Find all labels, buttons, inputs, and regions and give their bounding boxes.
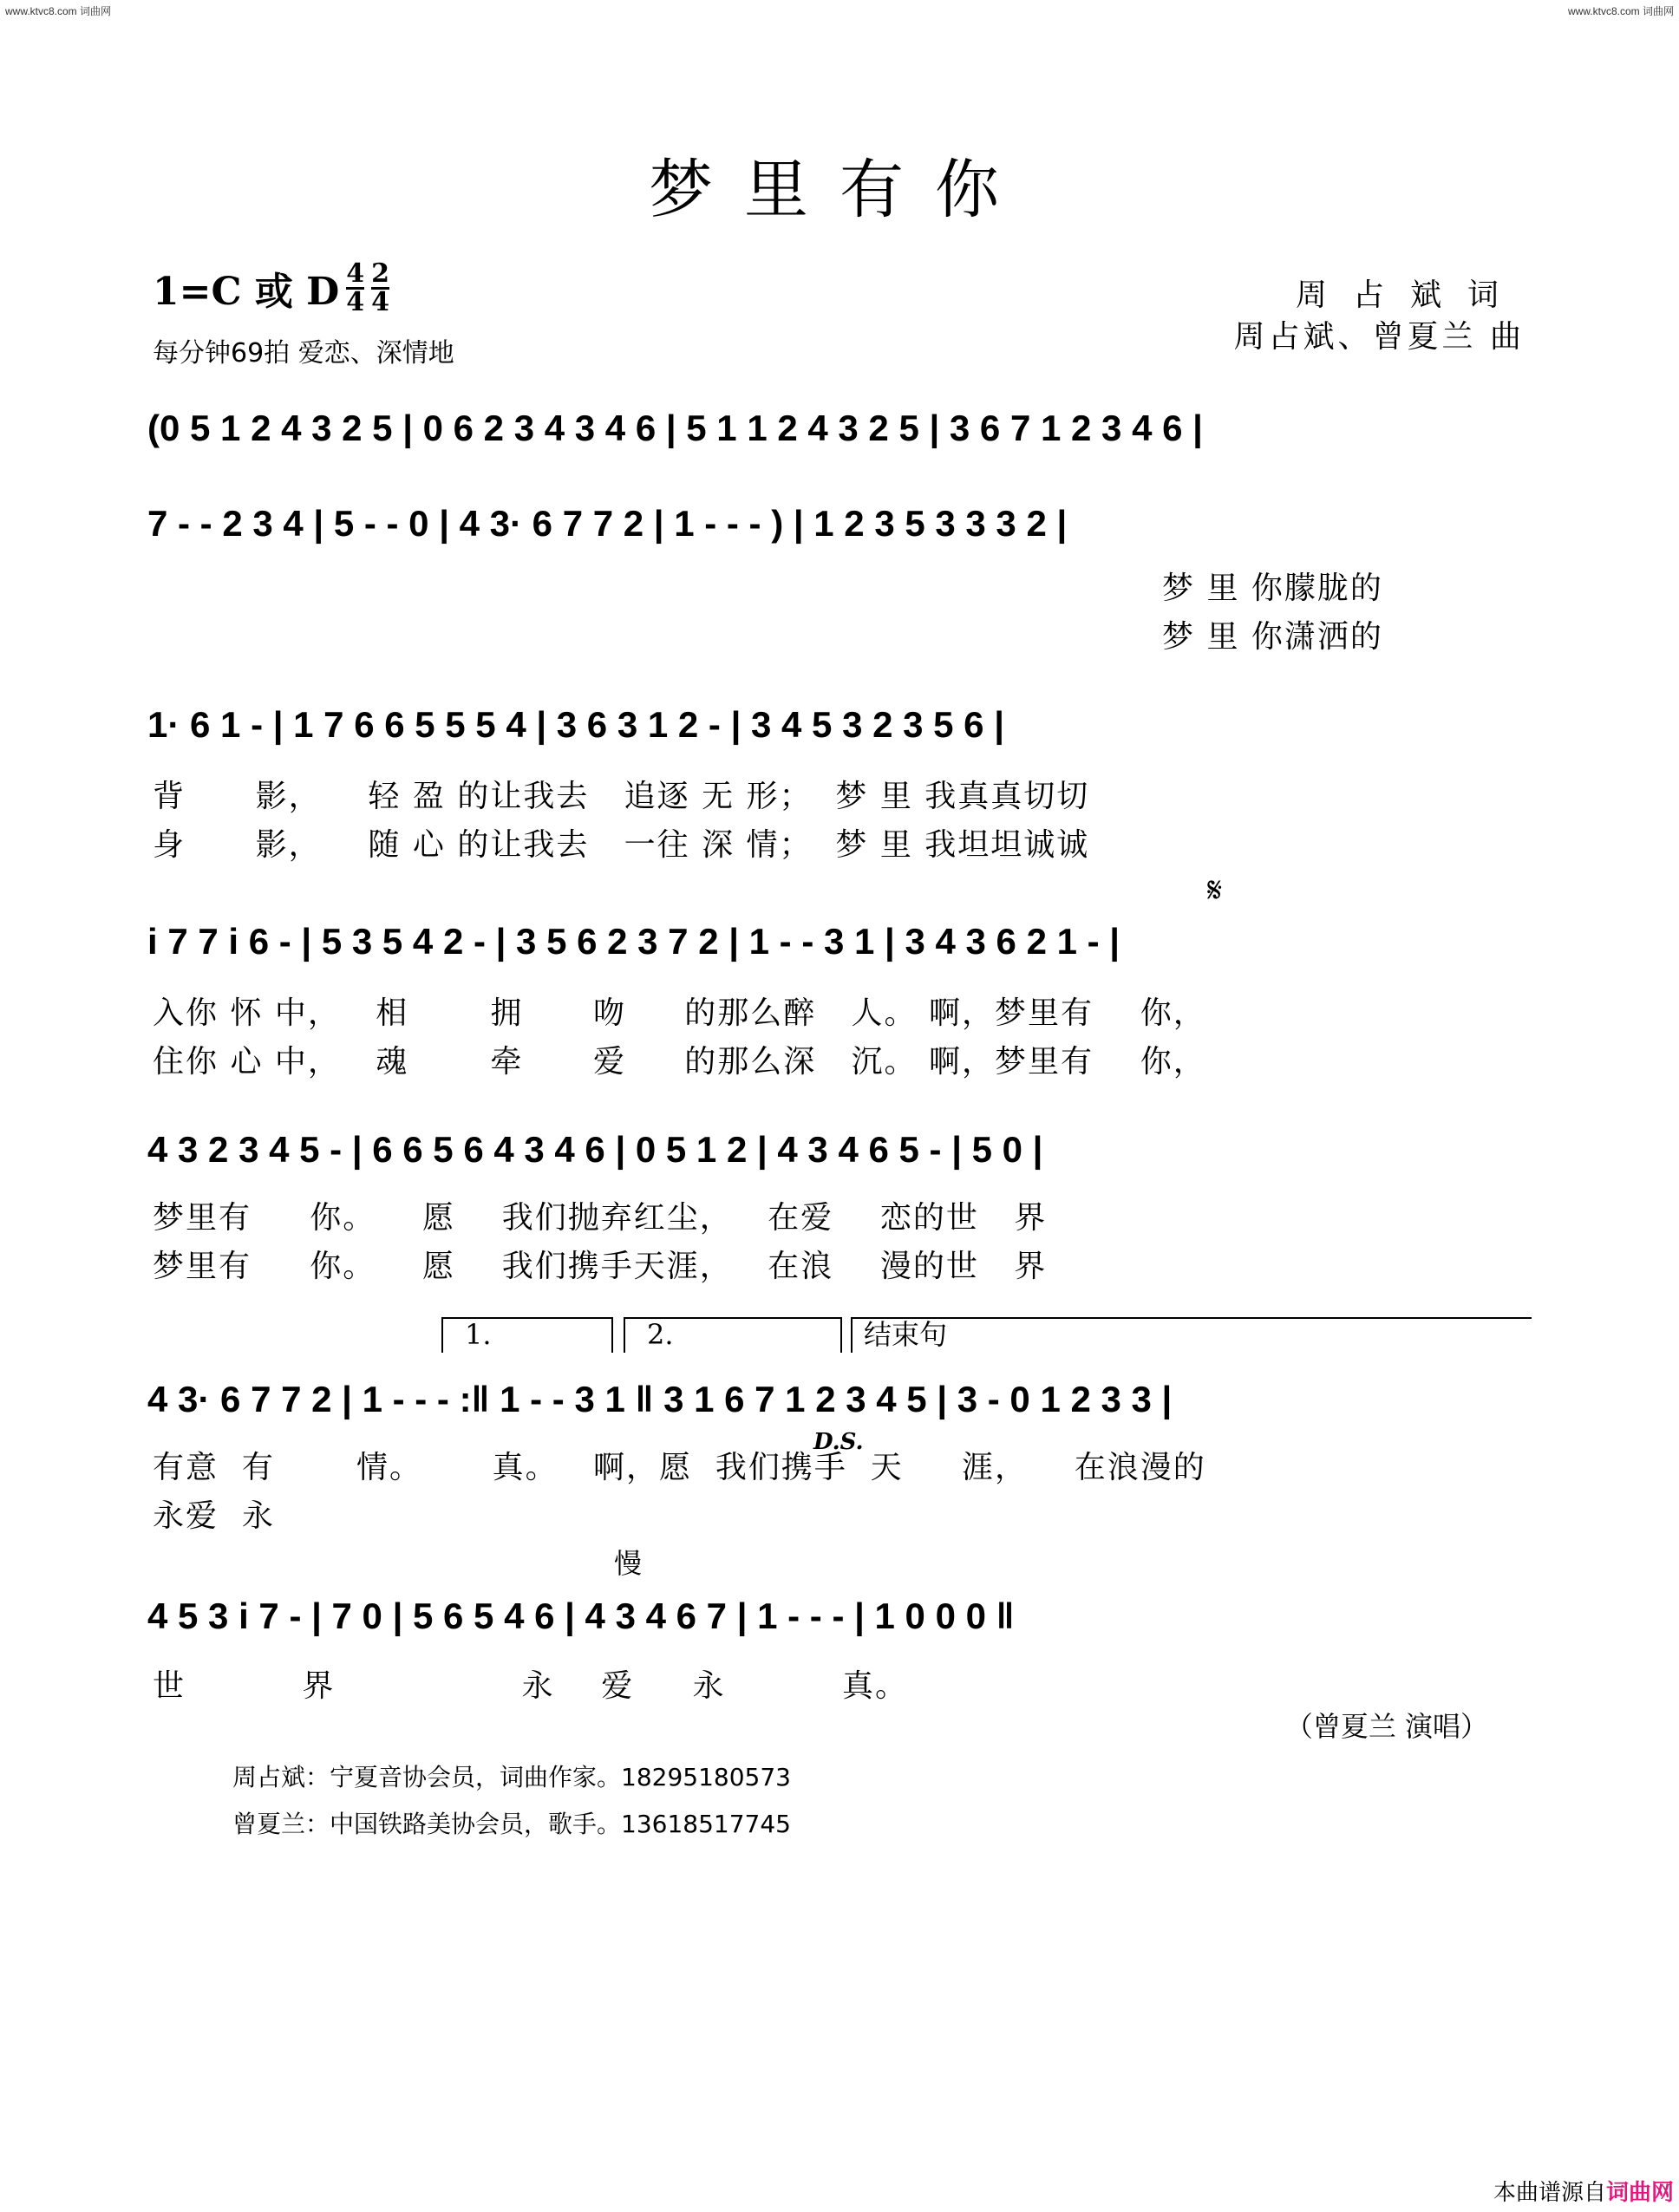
performer-credit: （曾夏兰 演唱） xyxy=(1284,1710,1488,1743)
staff-7 xyxy=(147,1576,1532,1654)
lyric-line: 永爱 永 xyxy=(153,1498,275,1534)
lyric-line: 梦里有 你。 愿 我们抛弃红尘， 在爱 恋的世 界 xyxy=(153,1200,1048,1236)
coda-label: 结束句 xyxy=(864,1318,948,1351)
lyric-line: 入你 怀 中， 相 拥 吻 的那么醉 人。 啊，梦里有 你， xyxy=(153,995,1206,1031)
key-signature xyxy=(153,260,389,316)
lyric-line: 梦里有 你。 愿 我们携手天涯， 在浪 漫的世 界 xyxy=(153,1249,1048,1284)
lyric-line: 有意 有 情。 真。 啊，愿 我们携手 天 涯， 在浪漫的 xyxy=(153,1450,1206,1485)
song-title: 梦里有你 xyxy=(649,153,1030,227)
source-footer xyxy=(1493,2175,1674,2207)
composer-credit: 周占斌、曾夏兰 曲 xyxy=(1233,319,1525,355)
key-text: 1=C 或 D xyxy=(153,270,340,314)
staff-1 xyxy=(147,388,1532,467)
time-signature-1: 4 4 xyxy=(346,258,365,317)
staff-3 xyxy=(147,685,1532,763)
staff-notes: 4 5 3 i 7 - | 7 0 | 5 6 5 4 6 | 4 3 4 6 7 | 1 - - - | 1 0 0 0 ‖ xyxy=(147,1595,1015,1636)
time-signature-2: 2 4 xyxy=(371,258,390,317)
author-note: 曾夏兰：中国铁路美协会员，歌手。13618517745 xyxy=(232,1810,791,1838)
volta-brackets xyxy=(434,1309,1535,1353)
segno-icon: 𝄋 xyxy=(1207,871,1223,910)
staff-notes: 1· 6 1 - | 1 7 6 6 5 5 5 4 | 3 6 3 1 2 - | 3 4 5 3 2 3 5 6 | xyxy=(147,704,1004,745)
lyric-line: 梦 里 你朦胧的 xyxy=(1162,571,1383,606)
watermark-right: www.ktvc8.com 词曲网 xyxy=(1567,5,1674,17)
slow-marking: 慢 xyxy=(614,1547,643,1580)
staff-6 xyxy=(147,1360,1532,1438)
coda-bracket xyxy=(852,1318,1532,1353)
staff-2 xyxy=(147,484,1532,562)
watermark-left: www.ktvc8.com 词曲网 xyxy=(5,5,112,17)
staff-4 xyxy=(147,902,1532,980)
lyric-line: 背 影， 轻 盈 的让我去 追逐 无 形； 梦 里 我真真切切 xyxy=(153,779,1090,814)
ds-marking: D.S. xyxy=(813,1429,864,1455)
lyric-line: 世 界 永 爱 永 真。 xyxy=(153,1668,908,1704)
staff-notes: i 7 7 i 6 - | 5 3 5 4 2 - | 3 5 6 2 3 7 2 | 1 - - 3 1 | 3 4 3 6 2 1 - | xyxy=(147,921,1120,962)
staff-notes: 4 3· 6 7 7 2 | 1 - - - :‖ 1 - - 3 1 ‖ 3 1 6 7 1 2 3 4 5 | 3 - 0 1 2 3 3 | xyxy=(147,1379,1173,1419)
footer-prefix: 本曲谱源自 xyxy=(1493,2180,1606,2206)
lyric-line: 梦 里 你潇洒的 xyxy=(1162,619,1383,655)
staff-notes: 7 - - 2 3 4 | 5 - - 0 | 4 3· 6 7 7 2 | 1 - - - ) | 1 2 3 5 3 3 3 2 | xyxy=(147,503,1068,544)
lyricist-credit: 周占斌词 xyxy=(1295,277,1525,313)
staff-5 xyxy=(147,1110,1532,1188)
author-note: 周占斌：宁夏音协会员，词曲作家。18295180573 xyxy=(232,1763,791,1791)
lyric-line: 住你 心 中， 魂 牵 爱 的那么深 沉。 啊，梦里有 你， xyxy=(153,1044,1206,1080)
staff-notes: 4 3 2 3 4 5 - | 6 6 5 6 4 3 4 6 | 0 5 1 2 | 4 3 4 6 5 - | 5 0 | xyxy=(147,1129,1043,1170)
staff-notes: (0 5 1 2 4 3 2 5 | 0 6 2 3 4 3 4 6 | 5 1 1 2 4 3 2 5 | 3 6 7 1 2 3 4 6 | xyxy=(147,408,1203,448)
volta-second-label: 2. xyxy=(647,1318,674,1351)
volta-first-label: 1. xyxy=(465,1318,492,1351)
footer-brand[interactable]: 词曲网 xyxy=(1605,2180,1674,2206)
tempo-marking: 每分钟69拍 爱恋、深情地 xyxy=(153,338,454,369)
lyric-line: 身 影， 随 心 的让我去 一往 深 情； 梦 里 我坦坦诚诚 xyxy=(153,827,1090,863)
